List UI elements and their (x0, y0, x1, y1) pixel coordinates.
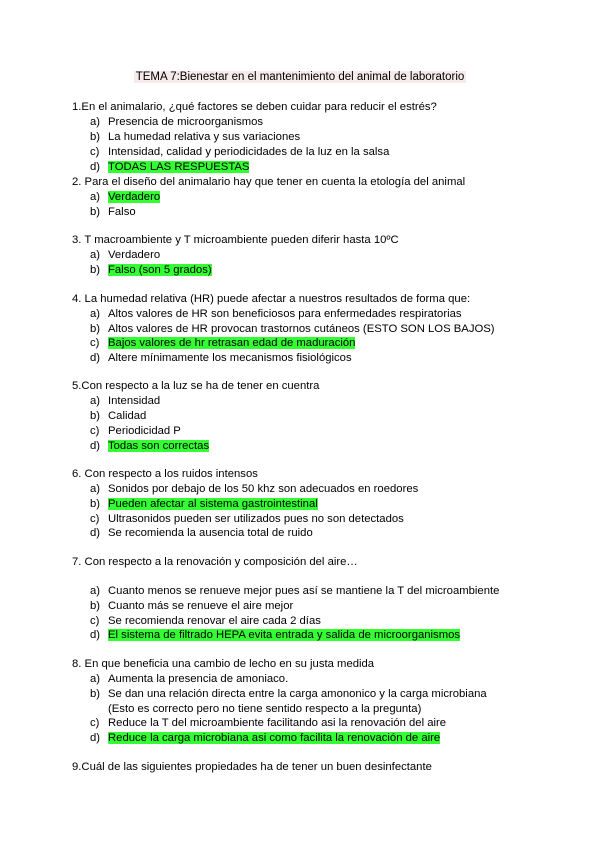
option-1b: b) La humedad relativa y sus variaciones (90, 131, 301, 143)
question-8: 8. En que beneficia una cambio de lecho en su justa medida (72, 658, 375, 670)
answer-highlight: Verdadero (108, 191, 161, 203)
option-4b: b) Altos valores de HR provocan trastornos cutáneos (ESTO SON LOS BAJOS) (90, 323, 495, 335)
answer-highlight: Falso (son 5 grados) (108, 264, 212, 276)
option-5b: b) Calidad (90, 410, 147, 422)
option-5d: d) Todas son correctas (90, 440, 210, 452)
option-4c: c) Bajos valores de hr retrasan edad de maduración (90, 337, 356, 349)
option-3a: a) Verdadero (90, 249, 161, 261)
option-8a: a) Aumenta la presencia de amoniaco. (90, 673, 289, 685)
option-6a: a) Sonidos por debajo de los 50 khz son adecuados en roedores (90, 483, 419, 495)
question-1: 1.En el animalario, ¿qué factores se deben cuidar para reducir el estrés? (72, 101, 437, 113)
question-9: 9.Cuál de las siguientes propiedades ha de tener un buen desinfectante (72, 761, 432, 773)
page-title: TEMA 7:Bienestar en el mantenimiento del animal de laboratorio (135, 71, 465, 83)
option-1d: d) TODAS LAS RESPUESTAS (90, 161, 250, 173)
option-7b: b) Cuanto más se renueve el aire mejor (90, 600, 294, 612)
option-8d: d) Reduce la carga microbiana asi como facilita la renovación de aire (90, 732, 441, 744)
option-8b: b) Se dan una relación directa entre la carga amononico y la carga microbiana (90, 688, 487, 700)
answer-highlight: Reduce la carga microbiana asi como facilita la renovación de aire (108, 732, 441, 744)
option-7c: c) Se recomienda renovar el aire cada 2 días (90, 615, 321, 627)
answer-highlight: Pueden afectar al sistema gastrointestinal (108, 498, 318, 510)
question-4: 4. La humedad relativa (HR) puede afectar a nuestros resultados de forma que: (72, 293, 471, 305)
option-5c: c) Periodicidad P (90, 425, 181, 437)
question-3: 3. T macroambiente y T microambiente pueden diferir hasta 10ºC (72, 234, 399, 246)
option-8b-note: (Esto es correcto pero no tiene sentido respecto a la pregunta) (108, 703, 422, 715)
option-1c: c) Intensidad, calidad y periodicidades de la luz en la salsa (90, 146, 390, 158)
option-5a: a) Intensidad (90, 395, 161, 407)
option-6d: d) Se recomienda la ausencia total de ruido (90, 527, 313, 539)
answer-highlight: Todas son correctas (108, 440, 210, 452)
answer-highlight: TODAS LAS RESPUESTAS (108, 161, 250, 173)
option-3b: b) Falso (son 5 grados) (90, 264, 212, 276)
question-5: 5.Con respecto a la luz se ha de tener en cuentra (72, 380, 320, 392)
option-6c: c) Ultrasonidos pueden ser utilizados pues no son detectados (90, 513, 404, 525)
option-2b: b) Falso (90, 206, 136, 218)
question-2: 2. Para el diseño del animalario hay que tener en cuenta la etología del animal (72, 176, 466, 188)
option-6b: b) Pueden afectar al sistema gastrointestinal (90, 498, 318, 510)
option-4a: a) Altos valores de HR son beneficiosos para enfermedades respiratorias (90, 308, 462, 320)
question-7: 7. Con respecto a la renovación y composición del aire… (72, 556, 358, 568)
option-8c: c) Reduce la T del microambiente facilitando asi la renovación del aire (90, 717, 447, 729)
option-2a: a) Verdadero (90, 191, 161, 203)
question-6: 6. Con respecto a los ruidos intensos (72, 468, 258, 480)
option-4d: d) Altere mínimamente los mecanismos fisiológicos (90, 352, 352, 364)
answer-highlight: Bajos valores de hr retrasan edad de maduración (108, 337, 356, 349)
option-1a: a) Presencia de microorganismos (90, 116, 264, 128)
answer-highlight: El sistema de filtrado HEPA evita entrada y salida de microorganismos (108, 629, 461, 641)
option-7d: d) El sistema de filtrado HEPA evita entrada y salida de microorganismos (90, 629, 461, 641)
option-7a: a) Cuanto menos se renueve mejor pues así se mantiene la T del microambiente (90, 585, 500, 597)
